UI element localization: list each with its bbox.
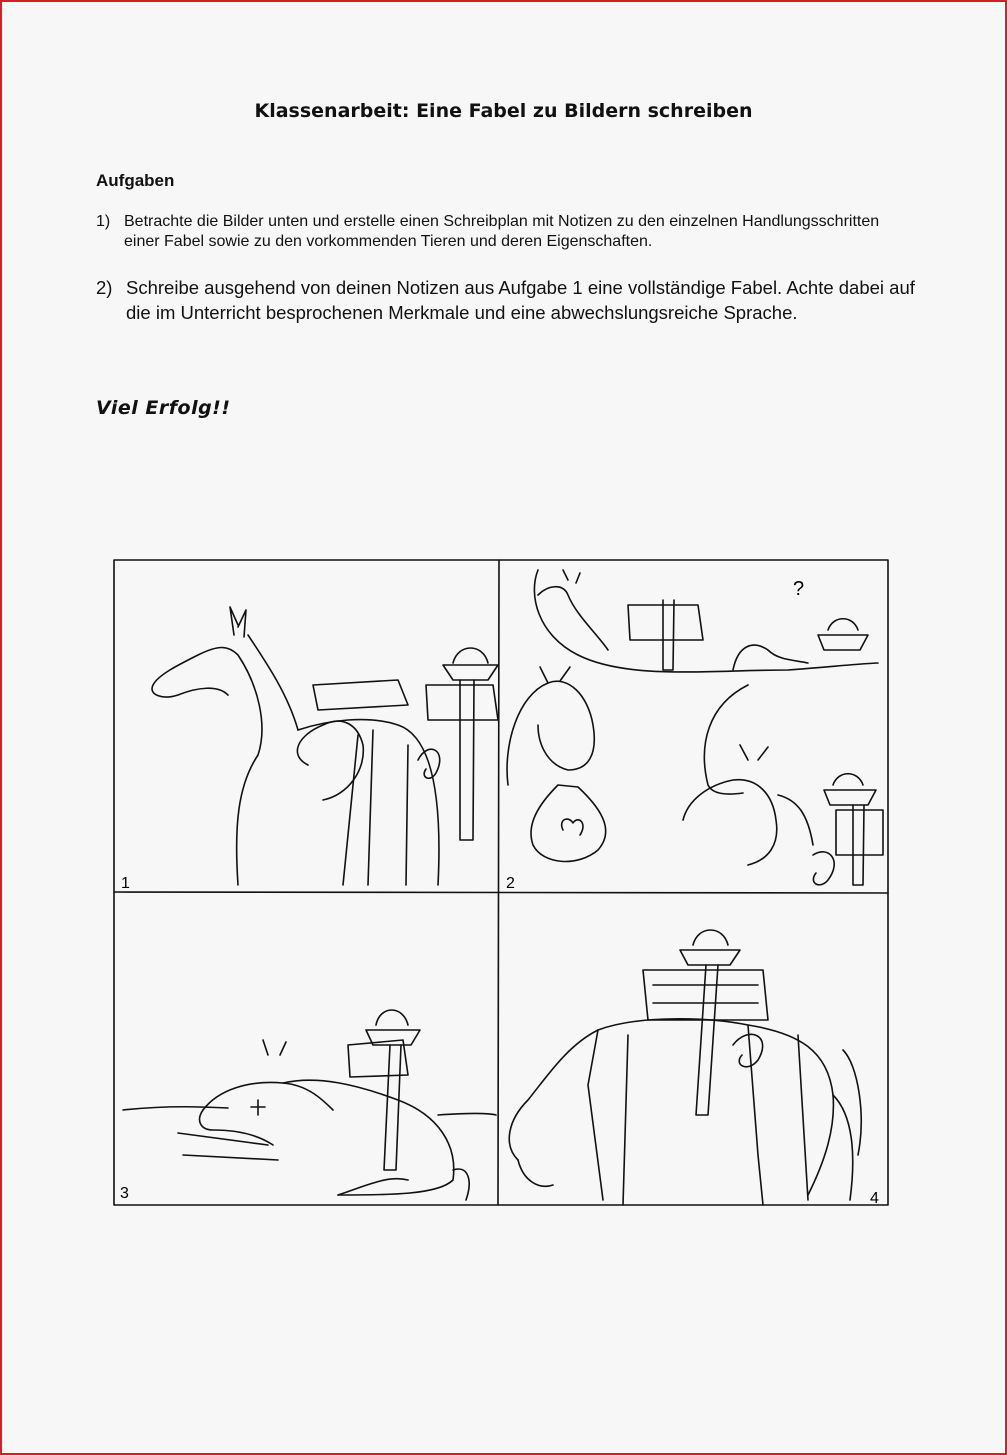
task-1-number: 1) bbox=[96, 213, 111, 230]
panel-4-label: 4 bbox=[870, 1190, 879, 1207]
section-heading: Aufgaben bbox=[96, 171, 175, 190]
panel-grid bbox=[114, 560, 888, 1205]
panel-2-drawing bbox=[507, 570, 883, 885]
task-1-text: Betrachte die Bilder unten und erstelle einen Schreibplan mit Notizen zu den einzelnen Handlungsschritten einer Fabel sowie zu den vorkommenden Tieren und deren Eigenschaften. bbox=[124, 213, 880, 250]
panel-3-drawing bbox=[123, 1010, 496, 1200]
thought-question-mark: ? bbox=[793, 578, 805, 600]
panel-4-drawing bbox=[509, 930, 861, 1205]
panel-2-label: 2 bbox=[506, 875, 515, 892]
task-2-text: Schreibe ausgehend von deinen Notizen aus Aufgabe 1 eine vollständige Fabel. Achte dabei auf die im Unterricht besprochenen Merkmale und eine abwechslungsreiche Sprache. bbox=[126, 277, 915, 323]
task-1 bbox=[96, 212, 916, 252]
panel-1-drawing bbox=[152, 607, 498, 885]
comic-illustration bbox=[108, 555, 893, 1215]
closing-text: Viel Erfolg!! bbox=[96, 397, 231, 419]
task-2 bbox=[96, 276, 916, 325]
comic-strip bbox=[108, 555, 893, 1215]
panel-3-label: 3 bbox=[120, 1185, 129, 1202]
task-2-number: 2) bbox=[96, 277, 113, 298]
panel-1-label: 1 bbox=[121, 875, 130, 892]
page-title: Klassenarbeit: Eine Fabel zu Bildern schreiben bbox=[254, 100, 753, 122]
